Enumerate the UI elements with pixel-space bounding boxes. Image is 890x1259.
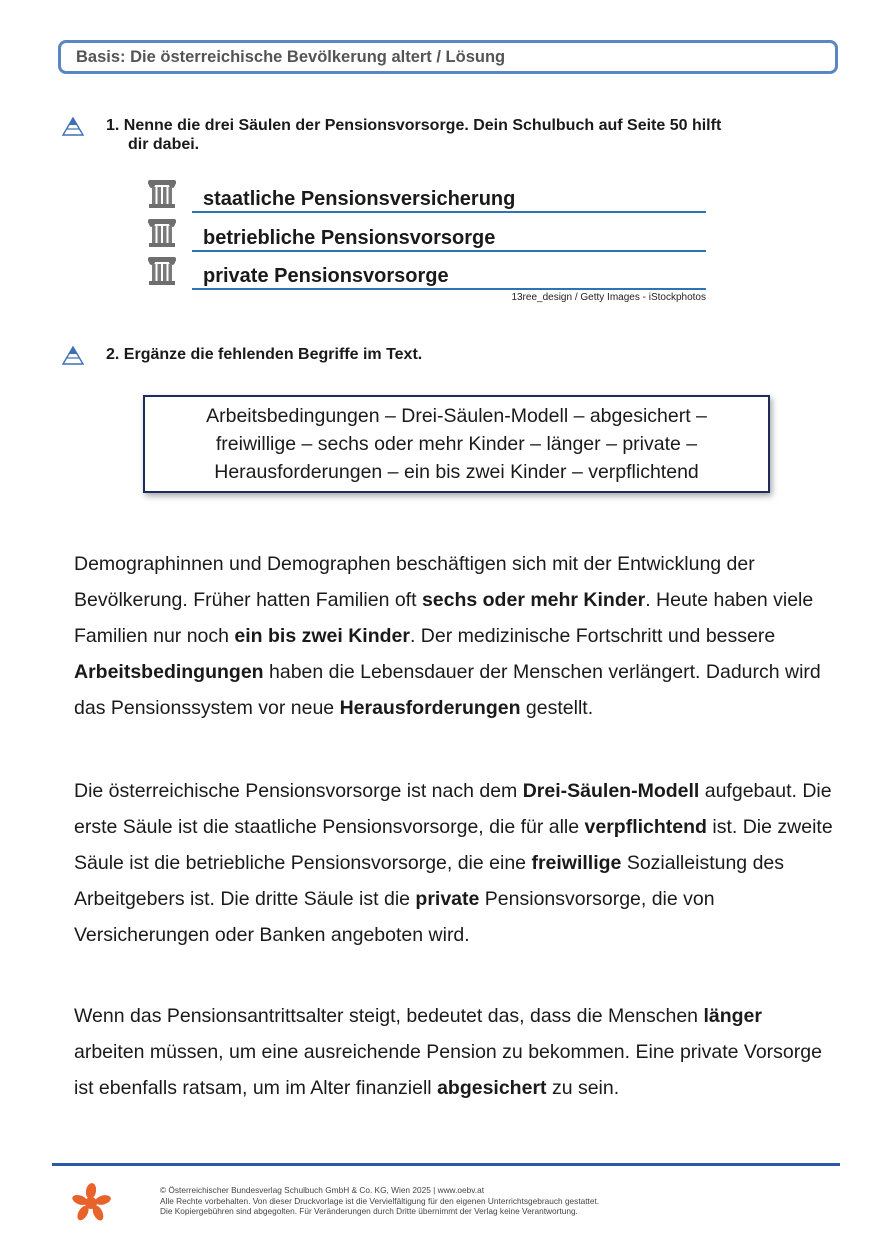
paragraph-text: gestellt. [520, 697, 594, 719]
filled-term: freiwillige [531, 852, 622, 874]
task-2-instruction: 2. Ergänze die fehlenden Begriffe im Text. [106, 346, 423, 363]
paragraph-text: Pensionsvorsorge, die von Versicherungen oder Banken angeboten wird. [74, 888, 715, 946]
level-basis-icon [62, 346, 84, 365]
column-pillar-icon [146, 256, 178, 286]
filled-term: verpflichtend [584, 816, 707, 838]
pillar-answer-row [146, 218, 706, 252]
paragraph-text: arbeiten müssen, um eine ausreichende Pension zu bekommen. Eine private Vorsorge ist ebenfalls ratsam, um im Alter finanziell [74, 1041, 822, 1099]
paragraph-text: Demographinnen und Demographen beschäftigen sich mit der Entwicklung der Bevölkerung. Früher hatten Familien oft [74, 553, 755, 611]
publisher-logo-icon [70, 1182, 112, 1222]
paragraph-text: . Heute haben viele Familien nur noch [74, 589, 814, 647]
paragraph-text: . Der medizinische Fortschritt und bessere [409, 625, 776, 647]
task-1-instruction-cont: dir dabei. [128, 136, 200, 153]
word-bank-box [143, 395, 770, 493]
filled-term: private [415, 888, 480, 910]
word-bank-line: freiwillige – sechs oder mehr Kinder – länger – private – [215, 433, 698, 455]
paragraph-text: Wenn das Pensionsantrittsalter steigt, bedeutet das, dass die Menschen [74, 1005, 704, 1027]
cloze-paragraph-3 [74, 998, 834, 1106]
answer-pillar-1: staatliche Pensionsversicherung [192, 187, 706, 213]
paragraph-text: aufgebaut. Die erste Säule ist die staatliche Pensionsvorsorge, die für alle [74, 780, 832, 838]
paragraph-text: zu sein. [546, 1077, 620, 1099]
pillar-answer-row [146, 179, 706, 213]
task-1 [62, 116, 822, 158]
cloze-paragraph-1 [74, 546, 834, 726]
image-credit: 13ree_design / Getty Images - iStockphotos [511, 292, 706, 303]
paragraph-text: ist. Die zweite Säule ist die betriebliche Pensionsvorsorge, die eine [74, 816, 833, 874]
word-bank-line: Herausforderungen – ein bis zwei Kinder – verpflichtend [214, 461, 699, 483]
column-pillar-icon [146, 179, 178, 209]
answer-pillar-3: private Pensionsvorsorge [192, 264, 706, 290]
filled-term: Arbeitsbedingungen [74, 661, 264, 683]
filled-term: länger [703, 1005, 762, 1027]
footer-line: © Österreichischer Bundesverlag Schulbuch GmbH & Co. KG, Wien 2025 | www.oebv.at [160, 1185, 484, 1195]
task-1-instruction: 1. Nenne die drei Säulen der Pensionsvorsorge. Dein Schulbuch auf Seite 50 hilft [106, 117, 722, 134]
cloze-paragraph-2 [74, 773, 834, 953]
column-pillar-icon [146, 218, 178, 248]
footer-copyright [160, 1185, 820, 1217]
filled-term: sechs oder mehr Kinder [421, 589, 646, 611]
filled-term: Herausforderungen [339, 697, 521, 719]
task-2 [62, 345, 822, 367]
footer-divider [52, 1163, 840, 1166]
answer-pillar-2: betriebliche Pensionsvorsorge [192, 226, 706, 252]
page-header [58, 40, 838, 74]
pillar-answer-row [146, 256, 706, 290]
word-bank-line: Arbeitsbedingungen – Drei-Säulen-Modell – abgesichert – [206, 405, 707, 427]
paragraph-text: Sozialleistung des Arbeitgebers ist. Die dritte Säule ist die [74, 852, 785, 910]
level-basis-icon [62, 117, 84, 136]
filled-term: abgesichert [437, 1077, 547, 1099]
paragraph-text: haben die Lebensdauer der Menschen verlängert. Dadurch wird das Pensionssystem vor neue [74, 661, 821, 719]
page-title: Basis: Die österreichische Bevölkerung altert / Lösung [76, 47, 506, 66]
filled-term: Drei-Säulen-Modell [522, 780, 700, 802]
footer-line: Alle Rechte vorbehalten. Von dieser Druckvorlage ist die Vervielfältigung für den eigenen Unterrichtsgebrauch gestattet. [160, 1195, 600, 1206]
footer-line: Die Kopiergebühren sind abgegolten. Für Veränderungen durch Dritte übernimmt der Verlag keine Verantwortung. [160, 1206, 578, 1216]
paragraph-text: Die österreichische Pensionsvorsorge ist nach dem [74, 780, 523, 802]
filled-term: ein bis zwei Kinder [234, 625, 410, 647]
